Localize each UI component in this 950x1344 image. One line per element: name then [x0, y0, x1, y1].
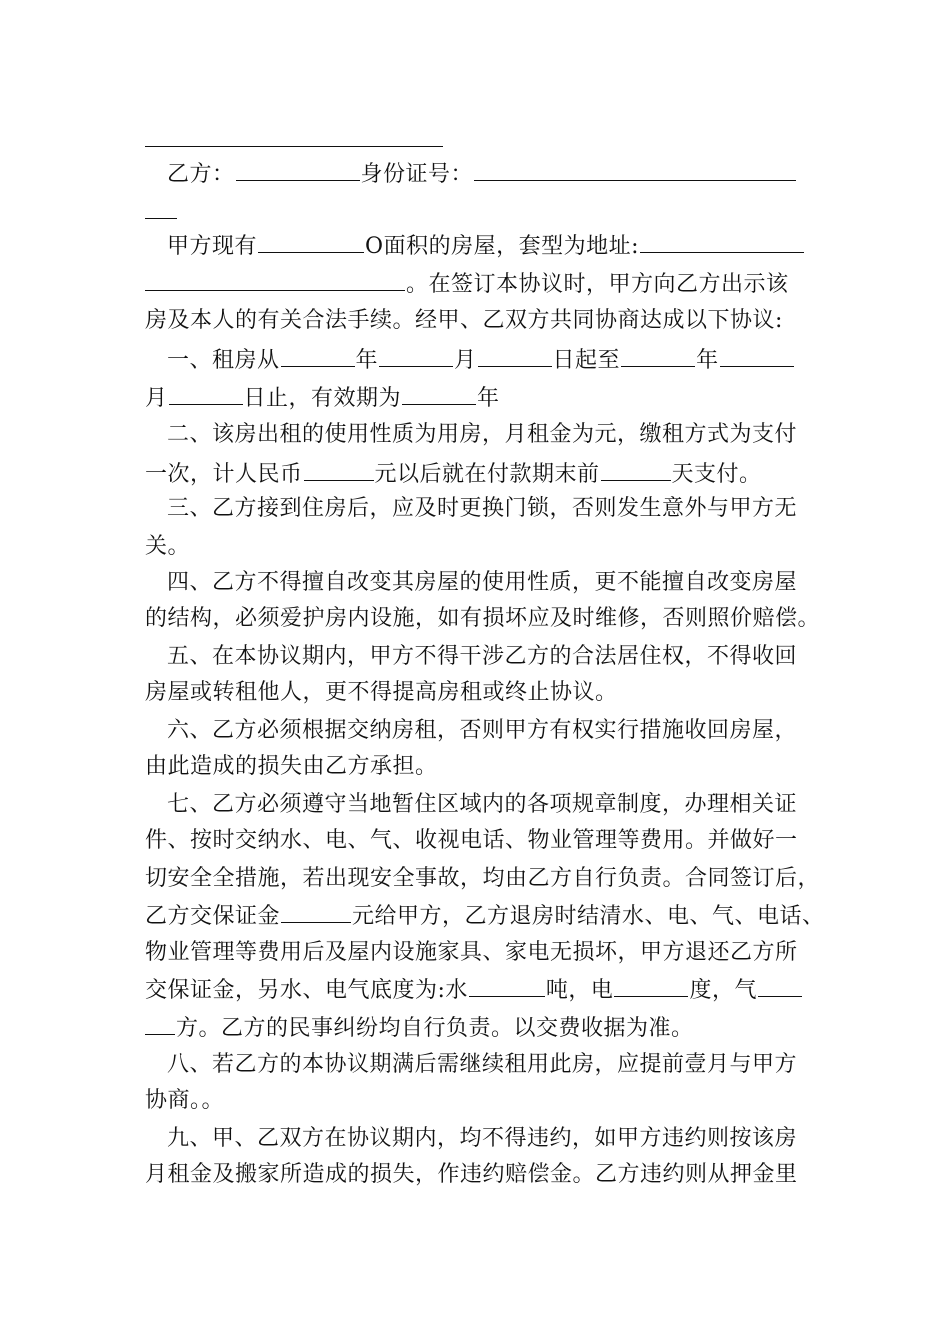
clause-3-line-1: 三、乙方接到住房后，应及时更换门锁，否则发生意外与甲方无: [167, 496, 798, 521]
text: 吨，电: [545, 978, 614, 1003]
clause-8-line-1: 八、若乙方的本协议期满后需继续租用此房，应提前壹月与甲方: [167, 1052, 798, 1077]
clause-1-line-2: [145, 382, 810, 414]
text: 元给甲方，乙方退房时结清水、电、气、电话、: [352, 904, 825, 929]
clause-7-line-4: [145, 900, 825, 932]
clause-3-line-2: 关。: [145, 534, 191, 559]
blank: [601, 458, 671, 481]
clause-6-line-1: 六、乙方必须根据交纳房租，否则甲方有权实行措施收回房屋，: [167, 718, 798, 743]
paragraph-intro-line-2: [145, 268, 810, 300]
clause-5-line-2: 房屋或转租他人，更不得提高房租或终止协议。: [145, 680, 618, 705]
text: 天支付。: [671, 462, 762, 487]
clause-6-line-2: 由此造成的损失由乙方承担。: [145, 754, 438, 779]
clause-8-line-2: 协商。。: [145, 1088, 225, 1113]
blank: [478, 344, 552, 367]
clause-4-line-2: 的结构，必须爱护房内设施，如有损坏应及时维修，否则照价赔偿。: [145, 606, 821, 631]
text: 面积的房屋，套型为地址:: [383, 234, 639, 259]
blank: [720, 344, 794, 367]
text: 甲方现有: [167, 234, 258, 259]
blank: [379, 344, 453, 367]
text: 月: [454, 348, 477, 373]
text: 元以后就在付款期末前: [374, 462, 600, 487]
clause-7-line-7: [145, 1012, 810, 1044]
text: 一、租房从: [167, 348, 280, 373]
text: 一次，计人民币: [145, 462, 303, 487]
text: 日止，有效期为: [243, 386, 402, 411]
text: 交保证金，另水、电气底度为:水: [145, 978, 468, 1003]
clause-2-line-2: [145, 458, 810, 490]
clause-7-line-1: 七、乙方必须遵守当地暂住区域内的各项规章制度，办理相关证: [167, 792, 798, 817]
clause-4-line-1: 四、乙方不得擅自改变其房屋的使用性质，更不能擅自改变房屋: [167, 570, 798, 595]
clause-1-line-1: [145, 344, 832, 376]
clause-7-line-3: 切安全全措施，若出现安全事故，均由乙方自行负责。合同签订后，: [145, 866, 821, 891]
clause-5-line-1: 五、在本协议期内，甲方不得干涉乙方的合法居住权，不得收回: [167, 644, 798, 669]
clause-7-line-6: [145, 974, 810, 1006]
deposit-blank: [281, 900, 351, 923]
text: 年: [696, 348, 719, 373]
party-b-name-blank: [236, 158, 360, 181]
text: 。在签订本协议时，甲方向乙方出示该: [406, 272, 789, 297]
gas-blank-cont: [145, 1012, 175, 1035]
clause-7-line-5: 物业管理等费用后及屋内设施家具、家电无损坏，甲方退还乙方所: [145, 940, 798, 965]
id-number-label: 身份证号：: [360, 162, 474, 187]
clause-2-line-1: 二、该房出租的使用性质为用房，月租金为元，缴租方式为支付: [167, 422, 798, 447]
text: 乙方交保证金: [145, 904, 281, 929]
text: 年: [355, 348, 379, 373]
clause-9-line-1: 九、甲、乙双方在协议期内，均不得违约，如甲方违约则按该房: [167, 1126, 798, 1151]
blank: [402, 382, 476, 405]
area-blank: [258, 230, 364, 253]
id-number-blank-cont: [145, 196, 177, 219]
clause-7-line-2: 件、按时交纳水、电、气、收视电话、物业管理等费用。并做好一: [145, 828, 798, 853]
blank: [169, 382, 243, 405]
text: 度，气: [689, 978, 757, 1003]
text: 方。乙方的民事纠纷均自行负责。以交费收据为准。: [176, 1016, 694, 1041]
party-b-line: [145, 158, 832, 190]
text: 月: [145, 386, 168, 411]
id-number-continuation: [145, 196, 810, 228]
electric-blank: [614, 974, 688, 997]
id-number-blank: [474, 158, 796, 181]
water-blank: [469, 974, 545, 997]
clause-9-line-2: 月租金及搬家所造成的损失，作违约赔偿金。乙方违约则从押金里: [145, 1162, 798, 1187]
text: 年: [477, 386, 500, 411]
blank: [304, 458, 374, 481]
gas-blank: [758, 974, 802, 997]
blank: [621, 344, 695, 367]
address-blank-cont: [145, 268, 405, 291]
paragraph-intro-line-1: [145, 230, 832, 262]
text: 日起至: [552, 348, 621, 373]
signature-line-party-a: [145, 146, 443, 147]
text: O: [365, 234, 384, 259]
blank: [281, 344, 355, 367]
party-b-label: 乙方：: [167, 162, 235, 187]
paragraph-intro-line-3: 房及本人的有关合法手续。经甲、乙双方共同协商达成以下协议:: [145, 308, 783, 333]
address-blank: [640, 230, 804, 253]
